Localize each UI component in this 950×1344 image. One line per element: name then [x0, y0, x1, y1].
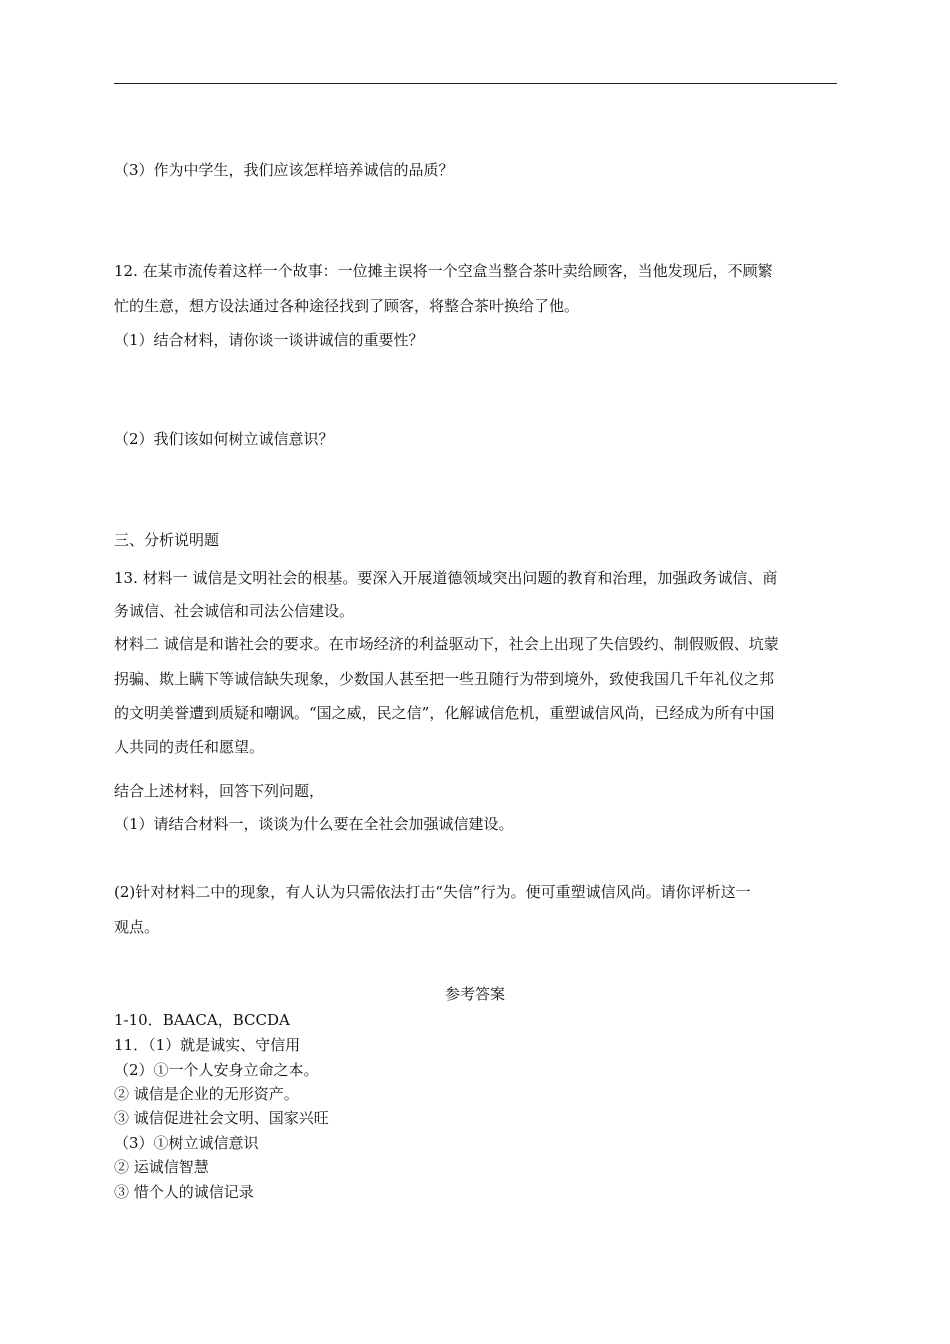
question-11-3: （3）作为中学生，我们应该怎样培养诚信的品质？ [114, 161, 454, 179]
header-rule [114, 83, 837, 84]
answers-title: 参考答案 [444, 985, 505, 1003]
question-13-text: 13. 材料一 诚信是文明社会的根基。要深入开展道德领域突出问题的教育和治理，加强政务诚信、商 [114, 569, 778, 587]
question-12-text: 12. 在某市流传着这样一个故事：一位摊主误将一个空盒当整合茶叶卖给顾客，当他发现后，不顾繁 [114, 262, 773, 280]
answer-line: （3）①树立诚信意识 [114, 1134, 259, 1152]
question-12-2: （2）我们该如何树立诚信意识？ [114, 430, 334, 448]
question-13-text: 材料二 诚信是和谐社会的要求。在市场经济的利益驱动下，社会上出现了失信毁约、制假贩假、坑蒙 [114, 635, 779, 653]
answer-line: （2）①一个人安身立命之本。 [114, 1061, 319, 1079]
question-13-2: 观点。 [114, 918, 160, 936]
question-13-text: 务诚信、社会诚信和司法公信建设。 [114, 602, 355, 620]
question-13-text: 人共同的责任和愿望。 [114, 738, 265, 756]
question-12-1: （1）结合材料，请你谈一谈讲诚信的重要性？ [114, 331, 424, 349]
section-heading: 三、分析说明题 [114, 531, 220, 549]
answer-line: 1-10．BAACA，BCCDA [114, 1011, 290, 1029]
question-13-text: 拐骗、欺上瞒下等诚信缺失现象，少数国人甚至把一些丑随行为带到境外，致使我国几千年礼仪之邦 [114, 670, 775, 688]
answer-line: 11．（1）就是诚实、守信用 [114, 1036, 301, 1054]
question-13-1: （1）请结合材料一，谈谈为什么要在全社会加强诚信建设。 [114, 815, 514, 833]
question-13-text: 的文明美誉遭到质疑和嘲讽。“国之威，民之信”，化解诚信危机，重塑诚信风尚，已经成为所有中国 [114, 704, 775, 722]
question-13-text: 结合上述材料，回答下列问题， [114, 782, 325, 800]
answer-line: ③ 惜个人的诚信记录 [114, 1183, 254, 1201]
question-13-2: (2)针对材料二中的现象，有人认为只需依法打击“失信”行为。便可重塑诚信风尚。请你评析这一 [114, 883, 751, 901]
question-12-text: 忙的生意，想方设法通过各种途径找到了顾客，将整合茶叶换给了他。 [114, 297, 580, 315]
answer-line: ② 诚信是企业的无形资产。 [114, 1085, 299, 1103]
answer-line: ② 运诚信智慧 [114, 1158, 209, 1176]
answer-line: ③ 诚信促进社会文明、国家兴旺 [114, 1109, 329, 1127]
